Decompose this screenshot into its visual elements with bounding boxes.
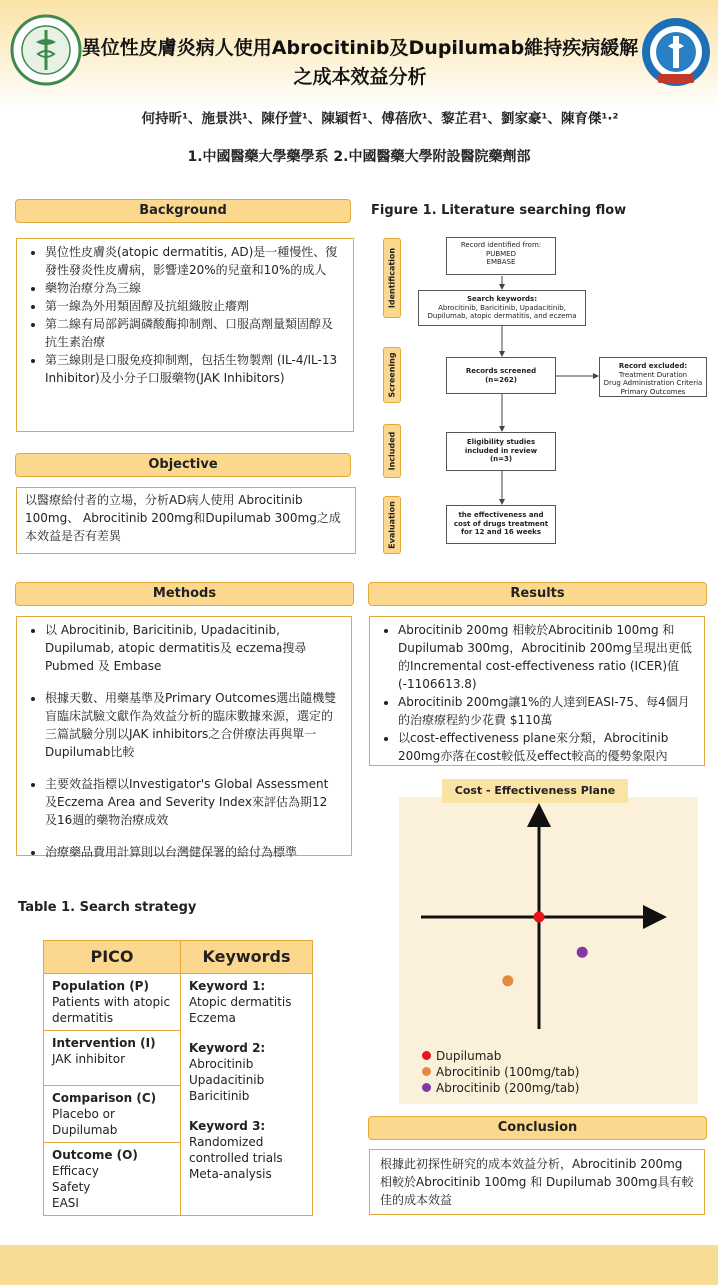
- results-box: [369, 616, 705, 766]
- pico-label: Comparison (C): [52, 1091, 157, 1105]
- methods-heading: Methods: [15, 582, 354, 606]
- search-strategy-table: [43, 940, 313, 1216]
- results-item: • 以cost-effectiveness plane來分類，Abrocitinib 200mg亦落在cost較低及effect較高的優勢象限內: [398, 729, 694, 765]
- keyword-label: Keyword 3:: [189, 1119, 266, 1133]
- flow-box-included: Eligibility studies included in review (n=3): [446, 432, 556, 471]
- flow-arrows: [0, 0, 718, 560]
- stage-label: Evaluation: [387, 501, 397, 549]
- data-point-2: [502, 975, 513, 986]
- flow-box-evaluation: the effectiveness and cost of drugs treatment for 12 and 16 weeks: [446, 505, 556, 544]
- background-item: • 第二線有局部鈣調磷酸酶抑制劑、口服高劑量類固醇及抗生素治療: [45, 315, 339, 351]
- flow-box-screened: Records screened (n=262): [446, 357, 556, 394]
- author-list: 何持昕¹、施景洪¹、陳伃萱¹、陳穎哲¹、傅蓓欣¹、黎芷君¹、劉家豪¹、陳育傑¹·²: [141, 111, 619, 127]
- pico-label: Outcome (O): [52, 1148, 138, 1162]
- data-point-3: [577, 947, 588, 958]
- methods-item: • 主要效益指標以Investigator's Global Assessment及Eczema Area and Severity Index來評估為期12及16週的藥物治療成效: [45, 775, 339, 829]
- flow-box-excluded: [599, 357, 707, 397]
- data-point-1: [534, 912, 545, 923]
- background-item: • 第一線為外用類固醇及抗組織胺止癢劑: [45, 297, 339, 315]
- flow-box-keywords: [418, 290, 586, 326]
- ce-plane-chart: [399, 797, 698, 1047]
- table-header-keywords: Keywords: [181, 941, 313, 974]
- methods-item: • 以 Abrocitinib, Baricitinib, Upadacitinib, Dupilumab, atopic dermatitis及 eczema搜尋Pubmed 及 Embase: [45, 621, 339, 675]
- pico-text: JAK inhibitor: [52, 1052, 126, 1066]
- flow-box-identified: Record identified from: PUBMED EMBASE: [446, 237, 556, 275]
- results-list: [370, 621, 704, 765]
- background-item: • 藥物治療分為三線: [45, 279, 339, 297]
- keywords-text: Abrocitinib, Baricitinib, Upadacitinib, Dupilumab, atopic dermatitis, and eczema: [427, 303, 577, 320]
- legend-dot-icon: [422, 1067, 431, 1076]
- pico-text: Patients with atopic dermatitis: [52, 995, 171, 1025]
- stage-label: Screening: [387, 352, 397, 398]
- background-item: • 第三線則是口服免疫抑制劑，包括生物製劑 (IL-4/IL-13 Inhibitor)及小分子口服藥物(JAK Inhibitors): [45, 351, 339, 387]
- methods-box: [16, 616, 352, 859]
- pico-cell: [44, 1143, 181, 1216]
- keyword-text: Randomized controlled trials Meta-analysis: [189, 1135, 283, 1181]
- keywords-cell: [181, 974, 313, 1216]
- stage-label: Identification: [387, 247, 397, 309]
- footer-band: [0, 1245, 718, 1285]
- poster-title-line2: 之成本效益分析: [293, 66, 427, 88]
- conclusion-box: [369, 1149, 705, 1215]
- table-row: [44, 974, 313, 1031]
- methods-item: • 治療藥品費用計算則以台灣健保署的給付為標準: [45, 843, 339, 861]
- pico-text: Efficacy Safety EASI: [52, 1164, 99, 1210]
- legend-item-dupilumab: [422, 1048, 579, 1064]
- table-header-row: [44, 941, 313, 974]
- keyword-label: Keyword 1:: [189, 979, 266, 993]
- legend-item-abrocitinib-100: [422, 1064, 579, 1080]
- pico-cell: [44, 1031, 181, 1086]
- legend-dot-icon: [422, 1051, 431, 1060]
- results-item: • Abrocitinib 200mg讓1%的人達到EASI-75、每4個月的治療療程約少花費 $110萬: [398, 693, 694, 729]
- legend-label: Abrocitinib (200mg/tab): [436, 1081, 580, 1095]
- conclusion-heading: Conclusion: [368, 1116, 707, 1140]
- results-heading: Results: [368, 582, 707, 606]
- background-item: • 異位性皮膚炎(atopic dermatitis, AD)是一種慢性、復發性發炎性皮膚病，影響達20%的兒童和10%的成人: [45, 243, 339, 279]
- table-header-pico: PICO: [44, 941, 181, 974]
- methods-item: • 根據天數、用藥基準及Primary Outcomes選出隨機雙盲臨床試驗文獻作為效益分析的臨床數據來源，選定的三篇試驗分別以JAK inhibitors之合併療法再與單一Dupilumab比較: [45, 689, 339, 761]
- conclusion-text: 根據此初探性研究的成本效益分析，Abrocitinib 200mg相較於Abrocitinib 100mg 和 Dupilumab 300mg具有較佳的成本效益: [380, 1157, 694, 1207]
- chart-legend: [422, 1048, 579, 1096]
- legend-item-abrocitinib-200: [422, 1080, 579, 1096]
- pico-text: Placebo or Dupilumab: [52, 1107, 118, 1137]
- affiliations: 1.中國醫藥大學藥學系 2.中國醫藥大學附設醫院藥劑部: [187, 149, 531, 165]
- background-heading: Background: [15, 199, 351, 223]
- excluded-text: Treatment Duration Drug Administration Criteria Primary Outcomes: [603, 370, 703, 396]
- legend-label: Abrocitinib (100mg/tab): [436, 1065, 580, 1079]
- keyword-text: Atopic dermatitis Eczema: [189, 995, 292, 1025]
- poster-title-line1: 異位性皮膚炎病人使用Abrocitinib及Dupilumab維持疾病緩解: [81, 37, 639, 59]
- stage-label: Included: [387, 431, 397, 471]
- keywords-title: Search keywords:: [466, 295, 538, 303]
- keyword-text: Abrocitinib Upadacitinib Baricitinib: [189, 1057, 265, 1103]
- pico-cell: [44, 974, 181, 1031]
- legend-label: Dupilumab: [436, 1049, 502, 1063]
- keyword-label: Keyword 2:: [189, 1041, 266, 1055]
- pico-label: Intervention (I): [52, 1036, 156, 1050]
- table1-caption: Table 1. Search strategy: [18, 900, 197, 915]
- legend-dot-icon: [422, 1083, 431, 1092]
- figure1-caption: Figure 1. Literature searching flow: [371, 203, 627, 218]
- methods-list: [17, 621, 351, 861]
- objective-text: 以醫療給付者的立場，分析AD病人使用 Abrocitinib 100mg、 Abrocitinib 200mg和Dupilumab 300mg之成本效益是否有差異: [25, 493, 341, 543]
- chart-title: Cost - Effectiveness Plane: [442, 779, 628, 803]
- pico-label: Population (P): [52, 979, 149, 993]
- objective-heading: Objective: [15, 453, 351, 477]
- results-item: • Abrocitinib 200mg 相較於Abrocitinib 100mg 和 Dupilumab 300mg，Abrocitinib 200mg呈現出更低的Incremental cost-effectiveness ratio (ICER)值(-1106613.8): [398, 621, 694, 693]
- excluded-title: Record excluded:: [618, 362, 688, 370]
- pico-cell: [44, 1086, 181, 1143]
